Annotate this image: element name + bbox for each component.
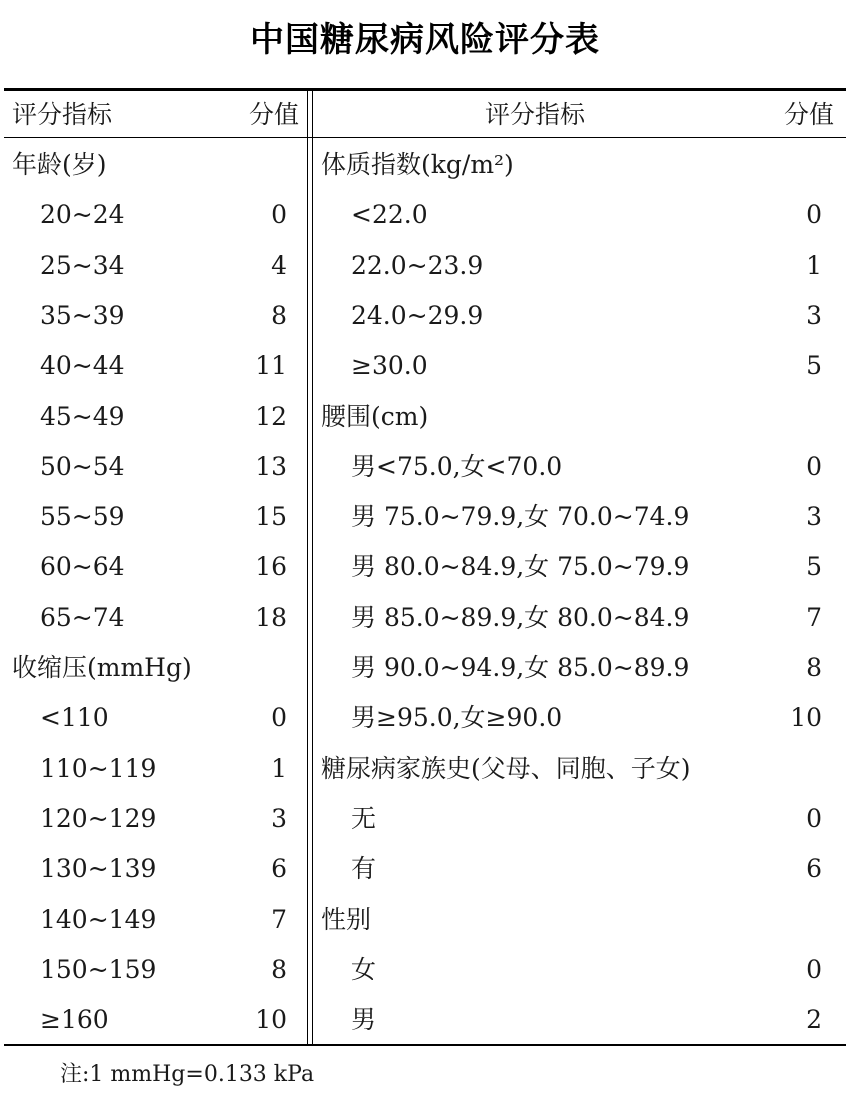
table-row	[4, 693, 307, 743]
row-label: 糖尿病家族史(父母、同胞、子女)	[321, 753, 691, 783]
table-header	[313, 90, 846, 140]
row-score: 1	[806, 250, 822, 280]
row-label: ≥160	[40, 1005, 109, 1035]
table-row	[313, 945, 846, 995]
table-row	[4, 492, 307, 542]
row-score: 2	[806, 1005, 822, 1035]
row-label: 无	[351, 803, 377, 833]
row-label: 性别	[321, 904, 372, 934]
row-score: 0	[806, 200, 822, 230]
row-label: 35~39	[40, 300, 125, 330]
row-label: 腰围(cm)	[321, 401, 429, 431]
row-score: 6	[271, 854, 287, 884]
row-label: 男 85.0~89.9,女 80.0~84.9	[351, 602, 690, 632]
table-row	[4, 895, 307, 945]
page-title: 中国糖尿病风险评分表	[250, 20, 600, 60]
row-label: 40~44	[40, 351, 125, 381]
table-row	[4, 392, 307, 442]
row-label: 130~139	[40, 854, 157, 884]
row-label: 男 80.0~84.9,女 75.0~79.9	[351, 552, 690, 582]
column-divider	[307, 88, 308, 1046]
table-row	[313, 241, 846, 291]
table-row	[4, 744, 307, 794]
row-score: 0	[806, 803, 822, 833]
table-row	[4, 291, 307, 341]
table-row	[313, 442, 846, 492]
table-header	[4, 90, 307, 140]
table-row	[4, 190, 307, 240]
row-score: 8	[806, 653, 822, 682]
row-score: 11	[255, 351, 287, 381]
row-score: 0	[271, 703, 287, 733]
row-score: 0	[806, 954, 822, 984]
row-label: 140~149	[40, 904, 157, 934]
table-row	[313, 341, 846, 391]
row-score: 3	[806, 502, 822, 532]
row-label: <110	[40, 703, 109, 733]
row-label: 男	[351, 1005, 377, 1035]
row-score: 12	[255, 401, 287, 431]
table-row	[313, 140, 846, 190]
row-score: 5	[806, 552, 822, 582]
row-score: 6	[806, 854, 822, 884]
table-row	[4, 241, 307, 291]
row-label: 20~24	[40, 200, 125, 230]
row-label: 有	[351, 854, 377, 884]
header-indicator: 评分指标	[12, 100, 113, 129]
row-score: 7	[806, 602, 822, 632]
table-row	[313, 744, 846, 794]
footnote: 注:1 mmHg=0.133 kPa	[60, 1062, 315, 1087]
table-row	[4, 995, 307, 1045]
table-row	[313, 190, 846, 240]
table-row	[4, 442, 307, 492]
row-score: 5	[806, 351, 822, 381]
row-label: 收缩压(mmHg)	[12, 653, 192, 682]
row-score: 15	[255, 502, 287, 532]
row-label: 110~119	[40, 753, 157, 783]
table-row	[313, 794, 846, 844]
table-row	[4, 542, 307, 592]
table-row	[313, 895, 846, 945]
table-row	[313, 291, 846, 341]
row-score: 8	[271, 954, 287, 984]
row-label: 24.0~29.9	[351, 300, 484, 330]
table-row	[313, 392, 846, 442]
table-row	[313, 643, 846, 693]
row-score: 1	[271, 753, 287, 783]
table-row	[313, 693, 846, 743]
row-label: 60~64	[40, 552, 125, 582]
row-score: 18	[255, 602, 287, 632]
table-row	[313, 844, 846, 894]
score-table	[4, 88, 846, 1050]
row-label: 55~59	[40, 502, 125, 532]
table-row	[4, 140, 307, 190]
table-row	[313, 995, 846, 1045]
row-score: 7	[271, 904, 287, 934]
row-score: 3	[806, 300, 822, 330]
row-label: 男≥95.0,女≥90.0	[351, 703, 563, 733]
row-label: 22.0~23.9	[351, 250, 484, 280]
row-score: 10	[255, 1005, 287, 1035]
header-score: 分值	[248, 100, 299, 129]
row-label: 65~74	[40, 602, 125, 632]
row-score: 10	[790, 703, 822, 733]
table-row	[313, 542, 846, 592]
row-label: 150~159	[40, 954, 157, 984]
row-score: 0	[806, 451, 822, 481]
row-label: 年龄(岁)	[12, 150, 107, 179]
table-row	[313, 492, 846, 542]
table-row	[4, 794, 307, 844]
row-label: 25~34	[40, 250, 125, 280]
row-label: 45~49	[40, 401, 125, 431]
row-label: 体质指数(kg/m²)	[321, 150, 514, 179]
header-score: 分值	[783, 100, 834, 129]
row-label: 男 75.0~79.9,女 70.0~74.9	[351, 502, 690, 532]
row-label: ≥30.0	[351, 351, 428, 381]
row-score: 0	[271, 200, 287, 230]
row-label: <22.0	[351, 200, 428, 230]
row-score: 8	[271, 300, 287, 330]
table-row	[4, 945, 307, 995]
row-label: 女	[351, 954, 377, 984]
table-row	[4, 593, 307, 643]
table-row	[4, 844, 307, 894]
row-label: 男 90.0~94.9,女 85.0~89.9	[351, 653, 690, 682]
header-indicator: 评分指标	[485, 100, 586, 129]
table-row	[4, 341, 307, 391]
row-score: 16	[255, 552, 287, 582]
row-label: 男<75.0,女<70.0	[351, 451, 563, 481]
row-score: 13	[255, 451, 287, 481]
table-row	[313, 593, 846, 643]
table-row	[4, 643, 307, 693]
row-score: 4	[271, 250, 287, 280]
row-label: 120~129	[40, 803, 157, 833]
row-score: 3	[271, 803, 287, 833]
row-label: 50~54	[40, 451, 125, 481]
